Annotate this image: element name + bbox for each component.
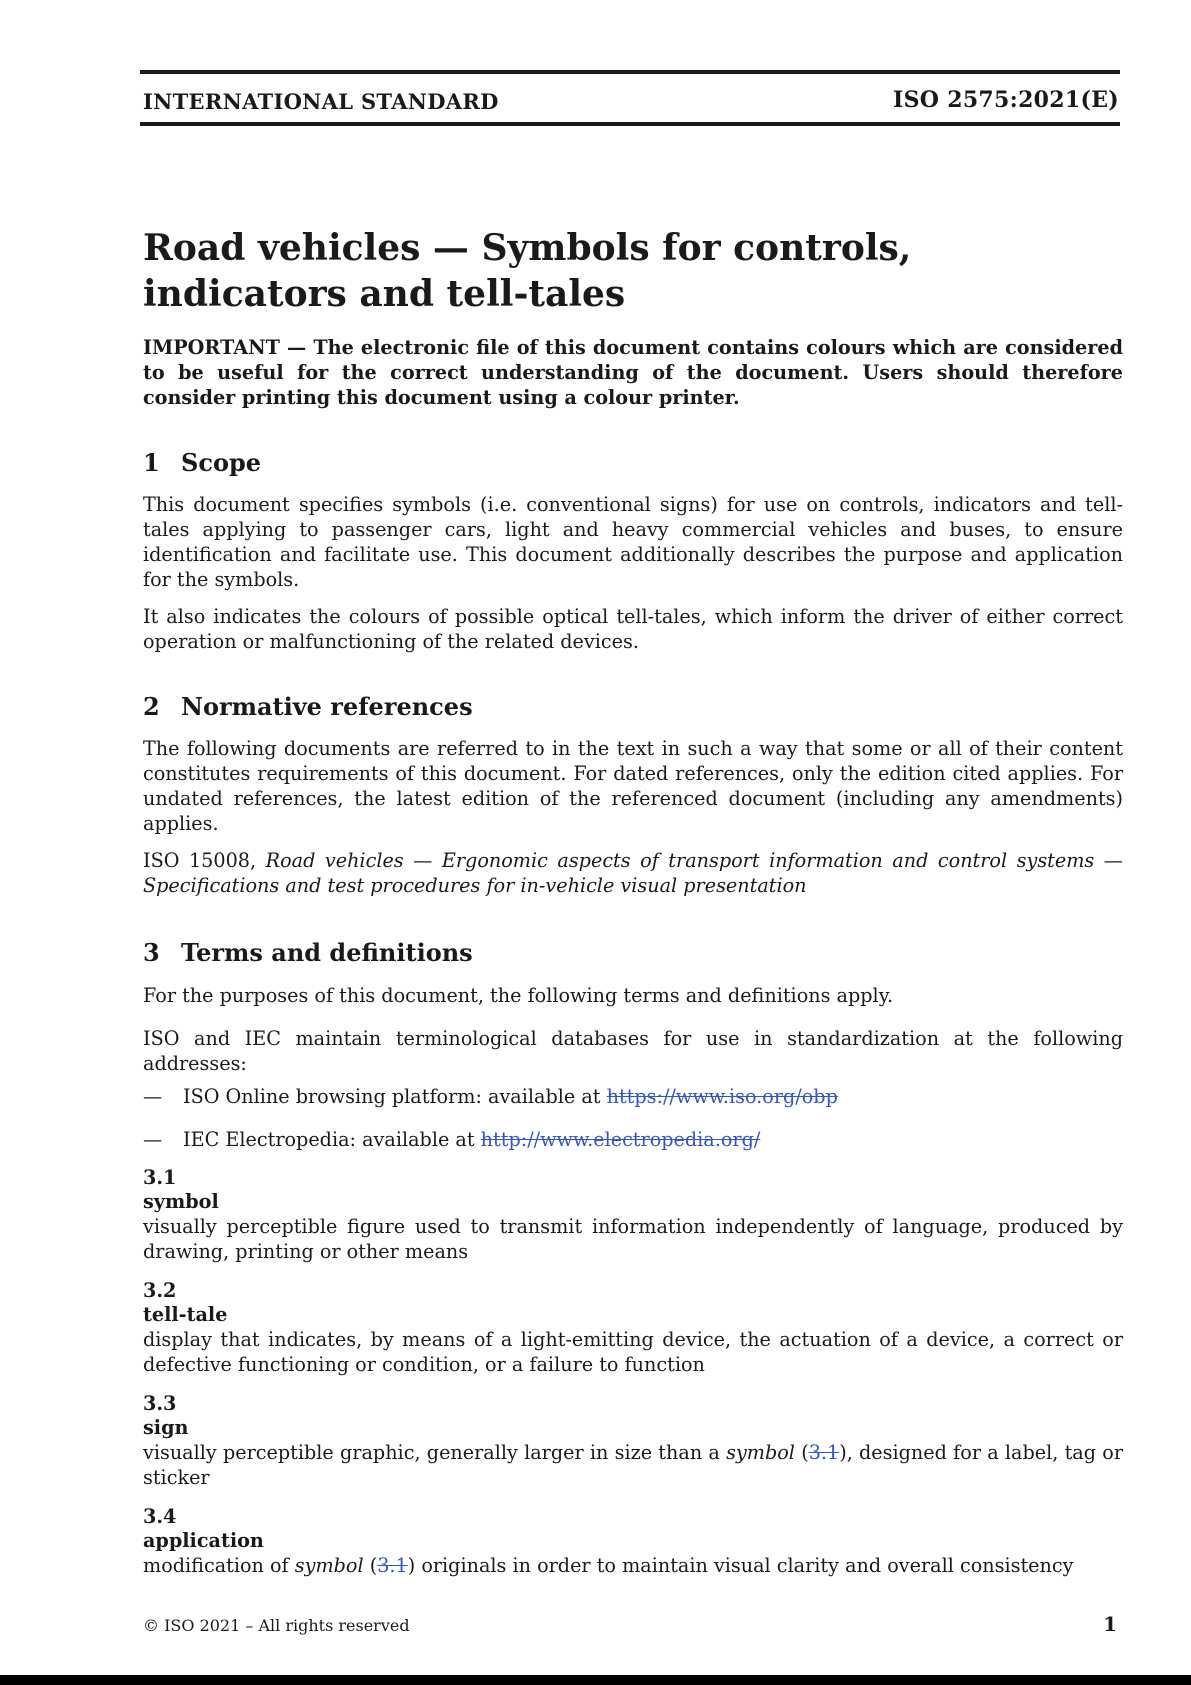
definition-text: modification of bbox=[143, 1554, 295, 1577]
definition-italic-term: symbol bbox=[726, 1441, 795, 1464]
section-number: 2 bbox=[143, 692, 160, 721]
definition-text: ), designed for a label, tag or sticker bbox=[143, 1441, 1123, 1489]
header-standard-number: ISO 2575:2021(E) bbox=[893, 87, 1119, 113]
list-dash: — bbox=[143, 1128, 163, 1151]
section-normative-heading bbox=[143, 692, 1123, 721]
definition-paren-open: ( bbox=[794, 1441, 809, 1464]
term-name: tell-tale bbox=[143, 1303, 228, 1326]
definition-italic-term: symbol bbox=[294, 1554, 364, 1577]
normative-reference-iso15008 bbox=[143, 848, 1123, 898]
footer-page-number: 1 bbox=[1103, 1612, 1117, 1636]
header-rule-bottom bbox=[140, 122, 1120, 126]
section-number: 1 bbox=[143, 448, 160, 477]
iso-obp-link[interactable]: https://www.iso.org/obp bbox=[606, 1085, 838, 1108]
term-number: 3.3 bbox=[143, 1392, 177, 1415]
reference-code: ISO 15008, bbox=[143, 849, 257, 872]
scope-paragraph-2: It also indicates the colours of possible optical tell-tales, which inform the driver of either correct operation or malfunctioning of the related devices. bbox=[143, 605, 1123, 653]
term-definition: visually perceptible figure used to transmit information independently of language, produced by drawing, printing or other means bbox=[143, 1215, 1123, 1263]
document-title: Road vehicles — Symbols for controls, indicators and tell-tales bbox=[143, 227, 912, 315]
term-definition bbox=[143, 1553, 1123, 1578]
footer-copyright: © ISO 2021 – All rights reserved bbox=[143, 1616, 410, 1635]
section-terms-heading bbox=[143, 938, 1123, 967]
term-definition bbox=[143, 1440, 1123, 1490]
important-notice: IMPORTANT — The electronic file of this document contains colours which are considered to be useful for the correct understanding of the document. Users should therefore consider printing this document using a colour printer. bbox=[143, 336, 1123, 409]
section-title: Scope bbox=[181, 448, 262, 477]
term-number: 3.1 bbox=[143, 1166, 177, 1189]
term-name: sign bbox=[143, 1416, 189, 1439]
scope-paragraph-1: This document specifies symbols (i.e. conventional signs) for use on controls, indicators and tell-tales applying to passenger cars, light and heavy commercial vehicles and buses, to ensure identification and facilitate use. This document additionally describes the purpose and application for the symbols. bbox=[143, 493, 1123, 591]
header-rule-top bbox=[140, 70, 1120, 74]
section-title: Normative references bbox=[181, 692, 473, 721]
section-title: Terms and definitions bbox=[181, 938, 473, 967]
section-number: 3 bbox=[143, 938, 160, 967]
terms-paragraph-2: ISO and IEC maintain terminological databases for use in standardization at the following addresses: bbox=[143, 1027, 1123, 1075]
term-number: 3.2 bbox=[143, 1279, 177, 1302]
definition-text: ) originals in order to maintain visual clarity and overall consistency bbox=[407, 1554, 1074, 1577]
term-entry bbox=[143, 1392, 1123, 1490]
list-item-electropedia bbox=[143, 1127, 1123, 1152]
electropedia-link[interactable]: http://www.electropedia.org/ bbox=[480, 1128, 761, 1151]
definition-paren-open: ( bbox=[363, 1554, 378, 1577]
terms-paragraph-1: For the purposes of this document, the following terms and definitions apply. bbox=[143, 984, 894, 1007]
definition-text: visually perceptible graphic, generally larger in size than a bbox=[143, 1441, 727, 1464]
term-name: symbol bbox=[143, 1190, 219, 1213]
term-name: application bbox=[143, 1529, 264, 1552]
term-entry bbox=[143, 1166, 1123, 1264]
list-item-text: IEC Electropedia: available at bbox=[183, 1128, 481, 1151]
bottom-edge-bar bbox=[0, 1675, 1191, 1685]
term-entry bbox=[143, 1505, 1123, 1578]
term-entry bbox=[143, 1279, 1123, 1377]
term-definition: display that indicates, by means of a light-emitting device, the actuation of a device, a correct or defective functioning or condition, or a failure to function bbox=[143, 1328, 1123, 1376]
term-number: 3.4 bbox=[143, 1505, 177, 1528]
list-item-text: ISO Online browsing platform: available at bbox=[183, 1085, 607, 1108]
list-item-iso-obp bbox=[143, 1084, 1123, 1109]
term-ref-link[interactable]: 3.1 bbox=[377, 1554, 408, 1577]
list-dash: — bbox=[143, 1085, 163, 1108]
section-scope-heading bbox=[143, 448, 1123, 477]
normative-paragraph: The following documents are referred to in the text in such a way that some or all of their content constitutes requirements of this document. For dated references, only the edition cited applies. For undated references, the latest edition of the referenced document (including any amendments) applies. bbox=[143, 737, 1123, 835]
main-content bbox=[143, 225, 1123, 1578]
header-document-type: INTERNATIONAL STANDARD bbox=[143, 89, 499, 114]
reference-title: Road vehicles — Ergonomic aspects of transport information and control systems — Specifications and test procedures for in-vehicle visual presentation bbox=[143, 849, 1123, 897]
term-ref-link[interactable]: 3.1 bbox=[808, 1441, 840, 1464]
